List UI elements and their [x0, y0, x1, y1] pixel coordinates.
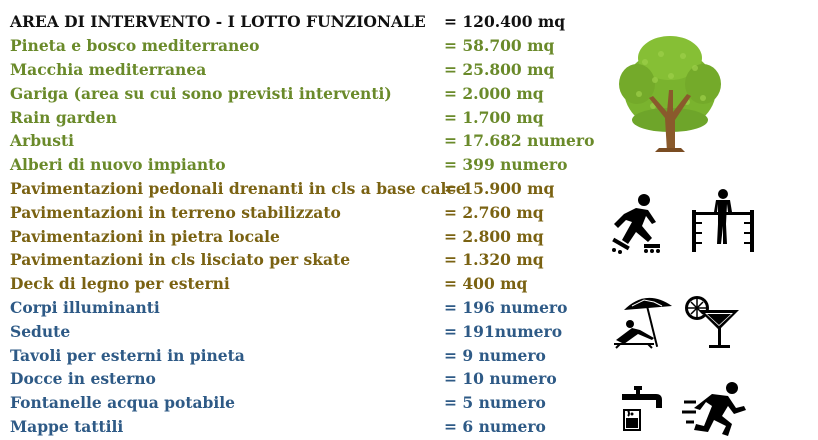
table-row — [10, 298, 610, 320]
row-label: Corpi illuminanti — [10, 298, 160, 317]
header-label: AREA DI INTERVENTO - I LOTTO FUNZIONALE — [10, 12, 426, 31]
row-value: = 10 numero — [444, 369, 557, 388]
table-row — [10, 417, 610, 439]
table-row — [10, 12, 610, 34]
row-label: Pavimentazioni in cls lisciato per skate — [10, 250, 351, 269]
row-value: = 2.800 mq — [444, 227, 544, 246]
tree-icon — [615, 32, 725, 156]
row-label: Mappe tattili — [10, 417, 124, 436]
table-row — [10, 369, 610, 391]
table-row — [10, 60, 610, 82]
row-label: Pavimentazioni in terreno stabilizzato — [10, 203, 341, 222]
row-value: = 2.760 mq — [444, 203, 544, 222]
row-value: = 399 numero — [444, 155, 568, 174]
row-label: Fontanelle acqua potabile — [10, 393, 236, 412]
row-value: = 5 numero — [444, 393, 546, 412]
row-label: Pineta e bosco mediterraneo — [10, 36, 260, 55]
beach-umbrella-lounger-icon — [610, 292, 676, 350]
row-value: = 58.700 mq — [444, 36, 555, 55]
row-value: = 9 numero — [444, 346, 546, 365]
table-row — [10, 108, 610, 130]
row-value: = 196 numero — [444, 298, 568, 317]
row-value: = 15.900 mq — [444, 179, 555, 198]
table-row — [10, 155, 610, 177]
cocktail-icon — [683, 294, 743, 352]
table-row — [10, 179, 610, 201]
table-row — [10, 274, 610, 296]
table-row — [10, 131, 610, 153]
table-row — [10, 322, 610, 344]
table-row — [10, 203, 610, 225]
row-label: Docce in esterno — [10, 369, 156, 388]
row-label: Alberi di nuovo impianto — [10, 155, 226, 174]
row-value: = 17.682 numero — [444, 131, 595, 150]
header-value: = 120.400 mq — [444, 12, 566, 31]
row-value: = 400 mq — [444, 274, 528, 293]
row-value: = 25.800 mq — [444, 60, 555, 79]
table-row — [10, 250, 610, 272]
row-label: Sedute — [10, 322, 71, 341]
row-label: Rain garden — [10, 108, 117, 127]
runner-icon — [682, 380, 748, 438]
inline-skater-icon — [608, 192, 664, 256]
row-value: = 1.700 mq — [444, 108, 544, 127]
row-value: = 2.000 mq — [444, 84, 544, 103]
drinking-fountain-icon — [620, 384, 664, 432]
table-row — [10, 393, 610, 415]
row-label: Gariga (area su cui sono previsti interventi) — [10, 84, 392, 103]
row-label: Pavimentazioni pedonali drenanti in cls a base calce — [10, 179, 466, 198]
row-value: = 6 numero — [444, 417, 546, 436]
table-row — [10, 36, 610, 58]
row-label: Macchia mediterranea — [10, 60, 207, 79]
table-row — [10, 227, 610, 249]
row-label: Pavimentazioni in pietra locale — [10, 227, 280, 246]
row-label: Deck di legno per esterni — [10, 274, 230, 293]
row-label: Arbusti — [10, 131, 75, 150]
row-value: = 1.320 mq — [444, 250, 544, 269]
table-row — [10, 84, 610, 106]
table-row — [10, 346, 610, 368]
row-label: Tavoli per esterni in pineta — [10, 346, 245, 365]
pull-up-bars-icon — [690, 188, 756, 254]
row-value: = 191numero — [444, 322, 563, 341]
